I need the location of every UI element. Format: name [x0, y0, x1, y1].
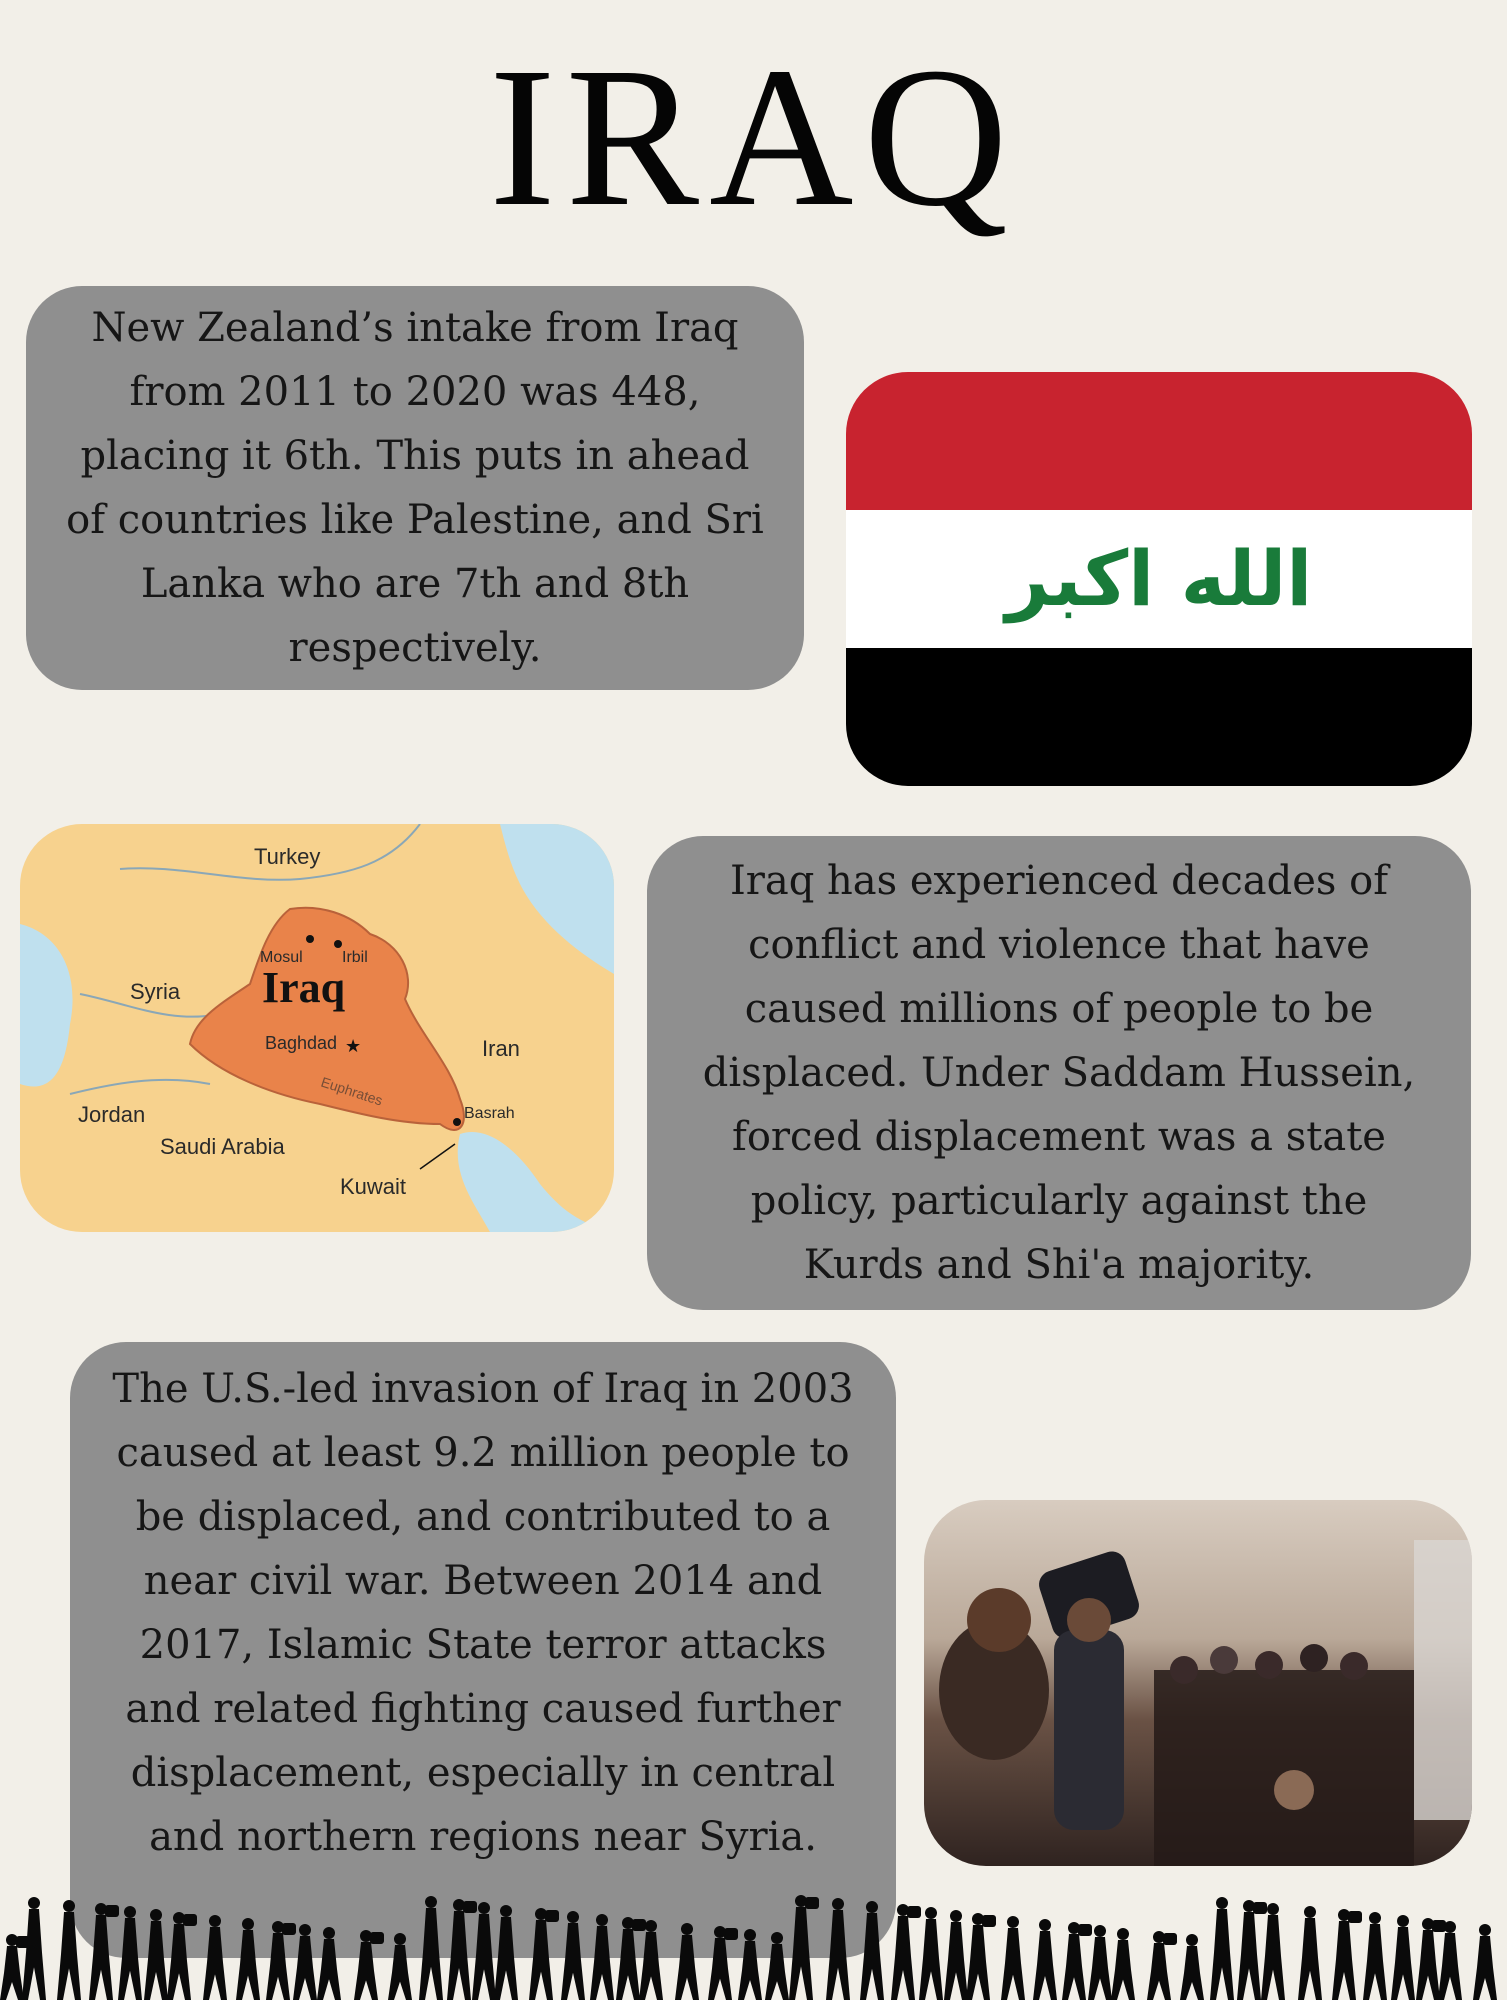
- silhouette-bundle: [1348, 1911, 1362, 1923]
- silhouette-body: [1391, 1927, 1415, 2000]
- intake-info-text: New Zealand’s intake from Iraq from 2011 to 2020 was 448, placing it 6th. This puts in ahead of countries like Palestine, and Sri Lanka who are 7th and 8th respectively.: [66, 305, 764, 671]
- vehicle: [1414, 1540, 1472, 1820]
- silhouette-head: [1369, 1912, 1381, 1924]
- silhouette-body: [919, 1919, 943, 2000]
- irbil-dot: [334, 940, 342, 948]
- label-irbil: Irbil: [342, 949, 368, 966]
- silhouette-body: [1416, 1930, 1440, 2000]
- silhouette-body: [891, 1916, 915, 2000]
- persian-gulf: [458, 1132, 614, 1232]
- conflict-info-box: [647, 836, 1471, 1310]
- silhouette-head: [1094, 1925, 1106, 1937]
- label-jordan: Jordan: [78, 1102, 146, 1127]
- mediterranean-sea: [20, 924, 73, 1087]
- silhouette-body: [944, 1922, 968, 2000]
- silhouette-bundle: [105, 1905, 119, 1917]
- silhouette-body: [590, 1926, 614, 2000]
- invasion-info-box: [70, 1342, 896, 1958]
- flag-black-stripe: [846, 648, 1472, 786]
- label-iran: Iran: [482, 1036, 520, 1061]
- silhouette-body: [354, 1942, 378, 2000]
- silhouette-body: [266, 1933, 290, 2000]
- silhouette-body: [826, 1910, 850, 2000]
- baghdad-star-icon: ★: [345, 1036, 362, 1057]
- silhouette-body: [447, 1911, 471, 2000]
- iraq-flag-image: [846, 372, 1472, 786]
- iraq-shape: [190, 908, 464, 1130]
- silhouette-body: [738, 1941, 762, 2000]
- silhouette-body: [1062, 1934, 1086, 2000]
- label-mosul: Mosul: [260, 949, 303, 966]
- label-syria: Syria: [130, 979, 181, 1004]
- silhouette-body: [1210, 1909, 1234, 2000]
- silhouette-body: [616, 1929, 640, 2000]
- silhouette-body: [236, 1930, 260, 2000]
- silhouette-head: [1479, 1924, 1491, 1936]
- silhouette-bundle: [545, 1910, 559, 1922]
- photo-scene: [924, 1500, 1472, 1866]
- man-figure: [1054, 1630, 1124, 1830]
- map-drawing: [20, 824, 614, 1232]
- silhouette-body: [1473, 1936, 1497, 2000]
- silhouette-bundle: [724, 1928, 738, 1940]
- caspian-sea: [500, 824, 614, 974]
- silhouette-bundle: [183, 1914, 197, 1926]
- silhouette-head: [1397, 1915, 1409, 1927]
- silhouette-body: [388, 1945, 412, 2000]
- silhouette-head: [1267, 1903, 1279, 1915]
- crowd-head: [1255, 1651, 1283, 1679]
- silhouette-bundle: [1163, 1933, 1177, 1945]
- conflict-info-text: Iraq has experienced decades of conflict and violence that have caused millions of people to be displaced. Under Saddam Hussein, forced displacement was a state policy, particularly against the Kurds and Shi'a majority.: [702, 858, 1416, 1288]
- silhouette-body: [472, 1914, 496, 2000]
- silhouette-body: [1363, 1924, 1387, 2000]
- silhouette-body: [1298, 1918, 1322, 2000]
- silhouette-body: [1111, 1940, 1135, 2000]
- silhouette-body: [1332, 1921, 1356, 2000]
- silhouette-head: [925, 1907, 937, 1919]
- silhouette-body: [22, 1909, 46, 2000]
- silhouette-bundle: [982, 1915, 996, 1927]
- silhouette-bundle: [463, 1901, 477, 1913]
- silhouette-bundle: [1253, 1902, 1267, 1914]
- silhouette-head: [150, 1909, 162, 1921]
- iraq-map-image: [20, 824, 614, 1232]
- silhouette-head: [1039, 1919, 1051, 1931]
- silhouette-body: [317, 1939, 341, 2000]
- label-baghdad: Baghdad: [265, 1033, 338, 1053]
- silhouette-head: [645, 1920, 657, 1932]
- silhouette-body: [765, 1944, 789, 2000]
- silhouette-body: [1147, 1943, 1171, 2000]
- silhouette-bundle: [370, 1932, 384, 1944]
- silhouette-body: [789, 1907, 813, 2000]
- page-title: IRAQ: [489, 27, 1018, 248]
- silhouette-body: [167, 1924, 191, 2000]
- man-head: [1067, 1598, 1111, 1642]
- silhouette-head: [299, 1924, 311, 1936]
- silhouette-body: [118, 1918, 142, 2000]
- silhouette-head: [323, 1927, 335, 1939]
- label-turkey: Turkey: [254, 844, 321, 869]
- silhouette-body: [1088, 1937, 1112, 2000]
- silhouette-head: [681, 1923, 693, 1935]
- intake-info-box: [26, 286, 804, 690]
- flag-red-stripe: [846, 372, 1472, 510]
- silhouette-body: [639, 1932, 663, 2000]
- silhouette-head: [63, 1900, 75, 1912]
- silhouette-body: [1261, 1915, 1285, 2000]
- silhouette-head: [425, 1896, 437, 1908]
- silhouette-body: [708, 1938, 732, 2000]
- silhouette-body: [494, 1917, 518, 2000]
- invasion-info-text: The U.S.-led invasion of Iraq in 2003 caused at least 9.2 million people to be displaced, and contributed to a near civil war. Between 2014 and 2017, Islamic State terror attacks and related fighting caused further displacement, especially in central and northern regions near Syria.: [112, 1366, 854, 1860]
- silhouette-body: [1001, 1928, 1025, 2000]
- label-euphrates: Euphrates: [319, 1073, 385, 1109]
- silhouette-body: [1438, 1933, 1462, 2000]
- silhouette-head: [1304, 1906, 1316, 1918]
- refugee-silhouettes-border: [0, 1892, 1507, 2000]
- child-head: [1274, 1770, 1314, 1810]
- silhouette-head: [1007, 1916, 1019, 1928]
- silhouette-head: [744, 1929, 756, 1941]
- silhouette-body: [57, 1912, 81, 2000]
- silhouette-bundle: [907, 1906, 921, 1918]
- silhouette-body: [675, 1935, 699, 2000]
- silhouette-head: [209, 1915, 221, 1927]
- label-saudi-arabia: Saudi Arabia: [160, 1134, 285, 1159]
- silhouette-body: [1237, 1912, 1261, 2000]
- crowd-head: [1170, 1656, 1198, 1684]
- crowd-head: [1340, 1652, 1368, 1680]
- silhouette-body: [1180, 1946, 1204, 2000]
- silhouette-head: [832, 1898, 844, 1910]
- mosul-dot: [306, 935, 314, 943]
- flag-inscription: الله اكبر: [1005, 534, 1313, 624]
- crowd-head: [1300, 1644, 1328, 1672]
- silhouette-head: [28, 1897, 40, 1909]
- silhouette-body: [0, 1946, 24, 2000]
- crowd-head: [1210, 1646, 1238, 1674]
- silhouette-head: [596, 1914, 608, 1926]
- label-kuwait: Kuwait: [340, 1174, 407, 1199]
- silhouette-head: [1444, 1921, 1456, 1933]
- label-iraq: Iraq: [262, 963, 346, 1012]
- silhouette-body: [144, 1921, 168, 2000]
- silhouette-body: [1033, 1931, 1057, 2000]
- basrah-dot: [453, 1118, 461, 1126]
- displaced-people-photo: [924, 1500, 1472, 1866]
- silhouette-head: [567, 1911, 579, 1923]
- silhouette-bundle: [632, 1919, 646, 1931]
- silhouette-bundle: [1432, 1920, 1446, 1932]
- silhouette-head: [1216, 1897, 1228, 1909]
- silhouette-head: [1186, 1934, 1198, 1946]
- woman-head: [967, 1588, 1031, 1652]
- silhouette-head: [500, 1905, 512, 1917]
- silhouette-bundle: [282, 1923, 296, 1935]
- silhouette-body: [203, 1927, 227, 2000]
- silhouette-bundle: [805, 1897, 819, 1909]
- silhouette-head: [1117, 1928, 1129, 1940]
- silhouette-body: [561, 1923, 585, 2000]
- silhouette-head: [771, 1932, 783, 1944]
- silhouette-head: [478, 1902, 490, 1914]
- silhouette-body: [89, 1915, 113, 2000]
- silhouette-body: [966, 1925, 990, 2000]
- silhouette-bundle: [1078, 1924, 1092, 1936]
- silhouette-body: [293, 1936, 317, 2000]
- silhouette-body: [529, 1920, 553, 2000]
- silhouette-head: [394, 1933, 406, 1945]
- silhouette-head: [950, 1910, 962, 1922]
- label-basrah: Basrah: [464, 1105, 515, 1122]
- crowd: [1154, 1670, 1414, 1866]
- silhouette-head: [242, 1918, 254, 1930]
- silhouette-head: [124, 1906, 136, 1918]
- silhouette-body: [860, 1913, 884, 2000]
- kuwait-pointer: [420, 1144, 455, 1169]
- jordan-border: [70, 1080, 210, 1094]
- silhouette-body: [419, 1908, 443, 2000]
- silhouette-head: [866, 1901, 878, 1913]
